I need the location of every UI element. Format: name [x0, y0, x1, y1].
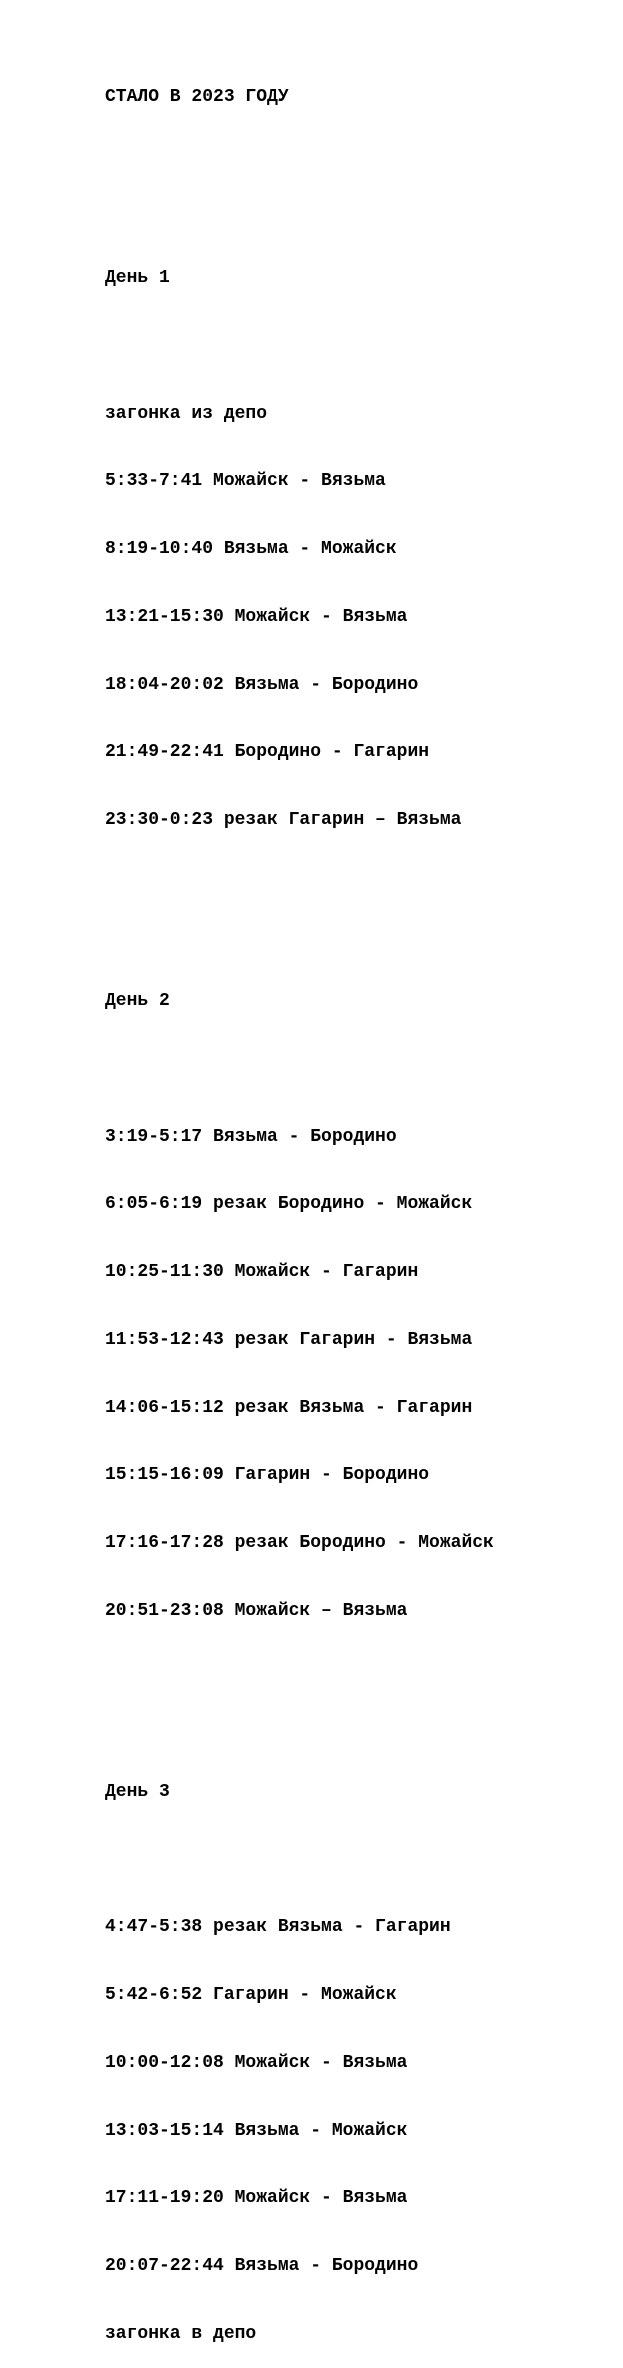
schedule-line: 5:42-6:52 Гагарин - Можайск: [105, 1985, 397, 2006]
schedule-line: 6:05-6:19 резак Бородино - Можайск: [105, 1194, 473, 1215]
day-heading: День 2: [105, 990, 170, 1011]
schedule-line: 17:11-19:20 Можайск - Вязьма: [105, 2188, 408, 2209]
schedule-line: 21:49-22:41 Бородино - Гагарин: [105, 742, 430, 763]
spacer: [105, 1668, 615, 1691]
schedule-line: загонка из депо: [105, 403, 268, 424]
schedule-line: 17:16-17:28 резак Бородино - Можайск: [105, 1533, 494, 1554]
schedule-line: 8:19-10:40 Вязьма - Можайск: [105, 539, 397, 560]
schedule-line: 10:00-12:08 Можайск - Вязьма: [105, 2052, 408, 2073]
schedule-line: 5:33-7:41 Можайск - Вязьма: [105, 471, 386, 492]
spacer: [105, 1849, 615, 1872]
schedule-line: 14:06-15:12 резак Вязьма - Гагарин: [105, 1397, 473, 1418]
day-heading: День 1: [105, 267, 170, 288]
schedule-line: 15:15-16:09 Гагарин - Бородино: [105, 1465, 430, 1486]
schedule-line: 20:51-23:08 Можайск – Вязьма: [105, 1600, 408, 1621]
spacer: [105, 1058, 615, 1081]
schedule-line: 3:19-5:17 Вязьма - Бородино: [105, 1126, 397, 1147]
spacer: [105, 154, 615, 177]
schedule-line: 4:47-5:38 резак Вязьма - Гагарин: [105, 1917, 451, 1938]
schedule-document: [105, 41, 615, 2368]
document-title: СТАЛО В 2023 ГОДУ: [105, 87, 289, 108]
spacer: [105, 877, 615, 900]
schedule-line: 13:21-15:30 Можайск - Вязьма: [105, 606, 408, 627]
schedule-line: 13:03-15:14 Вязьма - Можайск: [105, 2120, 408, 2141]
schedule-line: 10:25-11:30 Можайск - Гагарин: [105, 1262, 419, 1283]
schedule-line: 23:30-0:23 резак Гагарин – Вязьма: [105, 810, 462, 831]
schedule-line: 11:53-12:43 резак Гагарин - Вязьма: [105, 1329, 473, 1350]
day-heading: День 3: [105, 1781, 170, 1802]
schedule-line: загонка в депо: [105, 2323, 257, 2344]
schedule-line: 18:04-20:02 Вязьма - Бородино: [105, 674, 419, 695]
spacer: [105, 335, 615, 358]
schedule-line: 20:07-22:44 Вязьма - Бородино: [105, 2256, 419, 2277]
